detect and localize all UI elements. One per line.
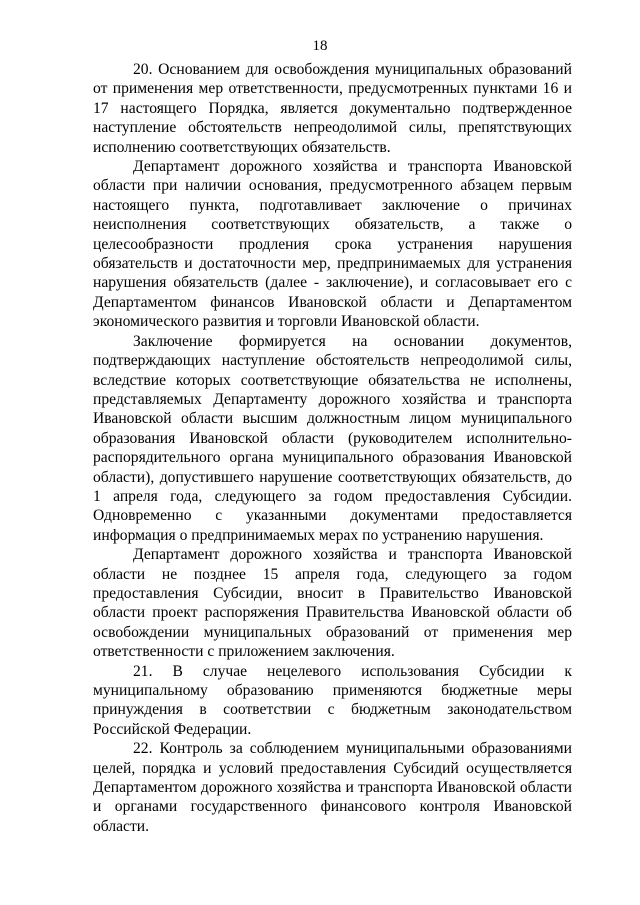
paragraph-deadline: Департамент дорожного хозяйства и транспорта Ивановской области не позднее 15 апреля года, следующего за годом предоставления Субсидии, вносит в Правительство Ивановской области проект распоряжения Правительства Ивановской области об освобождении муниципальных образований от применения мер ответственности с приложением заключения. bbox=[93, 546, 572, 661]
paragraph-20: 20. Основанием для освобождения муниципальных образований от применения мер ответственности, предусмотренных пунктами 16 и 17 настоящего Порядка, является документально подтвержденное наступление обстоятельств непреодолимой силы, препятствующих исполнению соответствующих обязательств. bbox=[93, 61, 572, 156]
page-number: 18 bbox=[312, 38, 328, 54]
paragraph-22: 22. Контроль за соблюдением муниципальными образованиями целей, порядка и условий предоставления Субсидий осуществляется Департаментом дорожного хозяйства и транспорта Ивановской области и органами государственного финансового контроля Ивановской области. bbox=[93, 740, 572, 835]
paragraph-conclusion-basis: Заключение формируется на основании документов, подтверждающих наступление обстоятельств непреодолимой силы, вследствие которых соответствующие обязательства не исполнены, представляемых Департаменту дорожного хозяйства и транспорта Ивановской области высшим должностным лицом муниципального образования Ивановской области (руководителем исполнительно-распорядительного органа муниципального образования Ивановской области), допустившего нарушение соответствующих обязательств, до 1 апреля года, следующего за годом предоставления Субсидии. Одновременно с указанными документами предоставляется информация о предпринимаемых мерах по устранению нарушения. bbox=[93, 332, 572, 544]
paragraph-conclusion-prep: Департамент дорожного хозяйства и транспорта Ивановской области при наличии основания, предусмотренного абзацем первым настоящего пункта, подготавливает заключение о причинах неисполнения соответствующих обязательств, а также о целесообразности продления срока устранения нарушения обязательств и достаточности мер, предпринимаемых для устранения нарушения обязательств (далее - заключение), и согласовывает его с Департаментом финансов Ивановской области и Департаментом экономического развития и торговли Ивановской области. bbox=[93, 158, 572, 331]
paragraph-21: 21. В случае нецелевого использования Субсидии к муниципальному образованию применяются бюджетные меры принуждения в соответствии с бюджетным законодательством Российской Федерации. bbox=[93, 662, 572, 738]
document-body bbox=[93, 60, 572, 836]
